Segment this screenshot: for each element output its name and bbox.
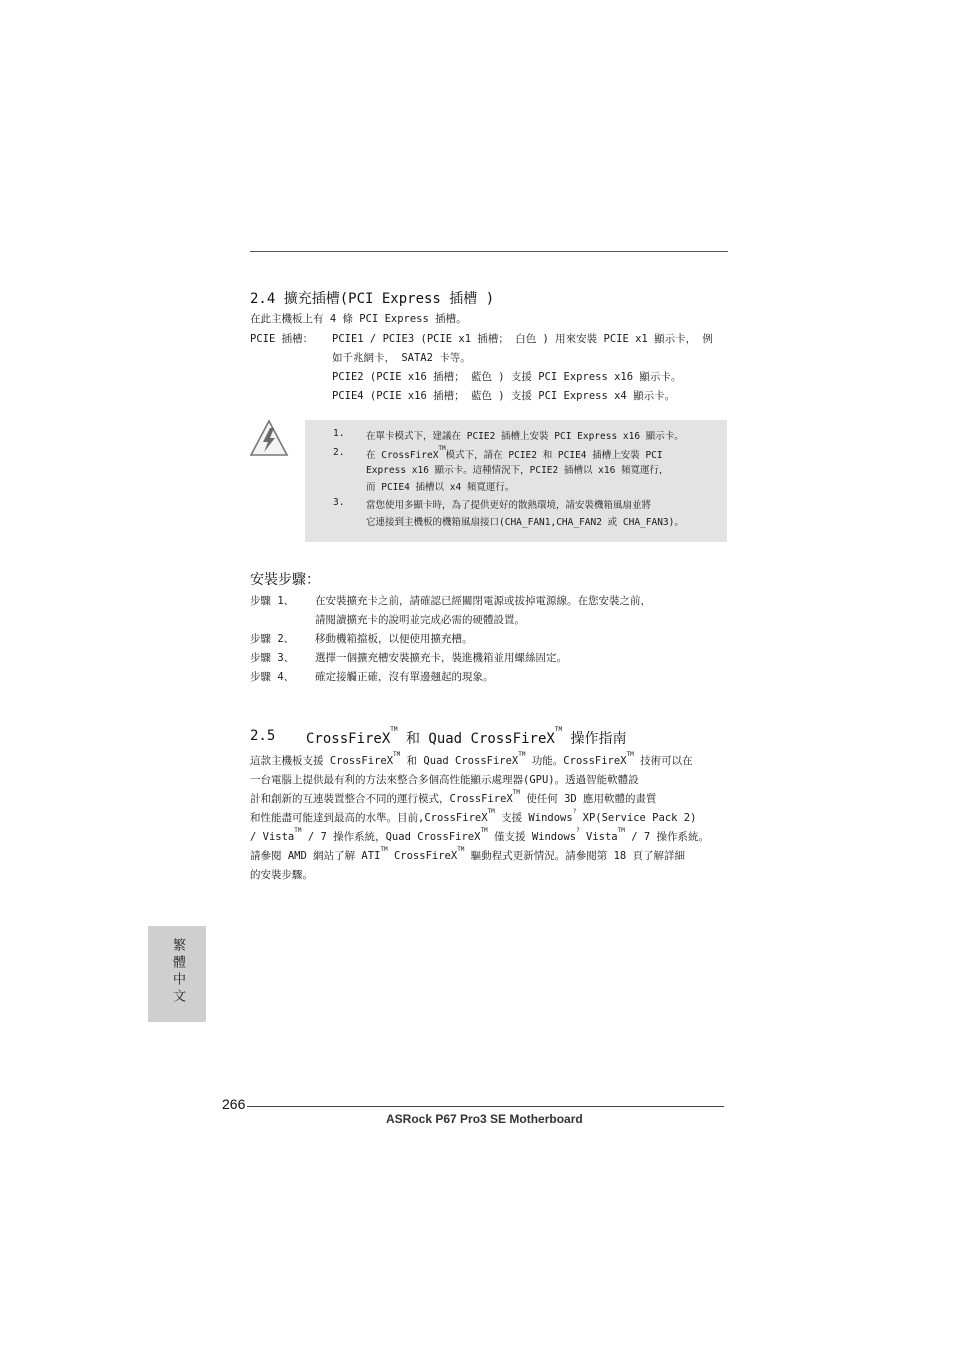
note-text: 它連接到主機板的機箱風扇接口(CHA_FAN1,CHA_FAN2 或 CHA_FAN3)。 <box>366 517 684 528</box>
page-number: 266 <box>222 1096 246 1112</box>
bottom-rule <box>247 1106 724 1107</box>
note-text: 在單卡模式下，建議在 PCIE2 插槽上安裝 PCI Express x16 顯示卡。 <box>366 431 684 442</box>
footer-title: ASRock P67 Pro3 SE Motherboard <box>386 1112 583 1126</box>
step-label: 步驟 4、 <box>250 671 295 683</box>
step-text: 選擇一個擴充槽安裝擴充卡，裝進機箱並用螺絲固定。 <box>315 652 567 664</box>
step-label: 步驟 1、 <box>250 595 295 607</box>
pcie-line: 如千兆網卡， SATA2 卡等。 <box>332 352 471 364</box>
section-2-4-title: 2.4 擴充插槽(PCI Express 插槽 ) <box>250 291 495 307</box>
install-title: 安裝步驟： <box>250 572 320 588</box>
step-text: 確定接觸正確，沒有單邊翹起的現象。 <box>315 671 494 683</box>
language-side-tab <box>148 926 206 1022</box>
body-line: / Vista™ / 7 操作系統，Quad CrossFireX™ 僅支援 Windows? Vista™ / 7 操作系統。 <box>250 827 709 843</box>
step-text: 在安裝擴充卡之前，請確認已經關閉電源或拔掉電源線。在您安裝之前， <box>315 595 651 607</box>
body-line: 請參閱 AMD 網站了解 ATI™ CrossFireX™ 驅動程式更新情況。請參閱第 18 頁了解詳細 <box>250 846 686 862</box>
section-2-5-title: CrossFireX™ 和 Quad CrossFireX™ 操作指南 <box>306 726 627 747</box>
note-number: 3. <box>333 497 345 508</box>
pcie-label: PCIE 插槽： <box>250 333 314 345</box>
language-side-tab-label: 繁體中文 <box>170 938 185 1006</box>
body-line: 的安裝步驟。 <box>250 869 313 881</box>
pcie-line: PCIE1 / PCIE3 (PCIE x1 插槽； 白色 ) 用來安裝 PCIE x1 顯示卡， 例 <box>332 333 713 345</box>
pcie-line: PCIE2 (PCIE x16 插槽； 藍色 ) 支援 PCI Express x16 顯示卡。 <box>332 371 682 383</box>
note-text: Express x16 顯示卡。這種情況下，PCIE2 插槽以 x16 頻寬運行， <box>366 465 669 476</box>
section-2-4-intro: 在此主機板上有 4 條 PCI Express 插槽。 <box>250 313 467 325</box>
note-number: 1. <box>333 428 345 439</box>
body-line: 和性能盡可能達到最高的水準。目前,CrossFireX™ 支援 Windows? XP(Service Pack 2) <box>250 808 697 824</box>
body-line: 這款主機板支援 CrossFireX™ 和 Quad CrossFireX™ 功能。CrossFireX™ 技術可以在 <box>250 751 693 767</box>
body-line: 計和創新的互連裝置整合不同的運行模式，CrossFireX™ 使任何 3D 應用軟體的畫質 <box>250 789 657 805</box>
step-text: 請閱讀擴充卡的說明並完成必需的硬體設置。 <box>315 614 525 626</box>
pcie-line: PCIE4 (PCIE x16 插槽； 藍色 ) 支援 PCI Express x4 顯示卡。 <box>332 390 676 402</box>
note-text: 當您使用多顯卡時，為了提供更好的散熱環境，請安裝機箱風扇並將 <box>366 500 652 511</box>
note-text: 在 CrossFireX™模式下，請在 PCIE2 和 PCIE4 插槽上安裝 PCI <box>366 445 663 461</box>
step-label: 步驟 3、 <box>250 652 295 664</box>
body-line: 一台電腦上提供最有利的方法來整合多個高性能顯示處理器(GPU)。透過智能軟體設 <box>250 774 639 786</box>
top-rule <box>250 251 728 252</box>
note-text: 而 PCIE4 插槽以 x4 頻寬運行。 <box>366 482 515 493</box>
step-text: 移動機箱擋板，以便使用擴充槽。 <box>315 633 473 645</box>
section-2-5-number: 2.5 <box>250 728 276 744</box>
note-number: 2. <box>333 447 345 458</box>
lightning-warning-icon <box>249 418 289 458</box>
step-label: 步驟 2、 <box>250 633 295 645</box>
